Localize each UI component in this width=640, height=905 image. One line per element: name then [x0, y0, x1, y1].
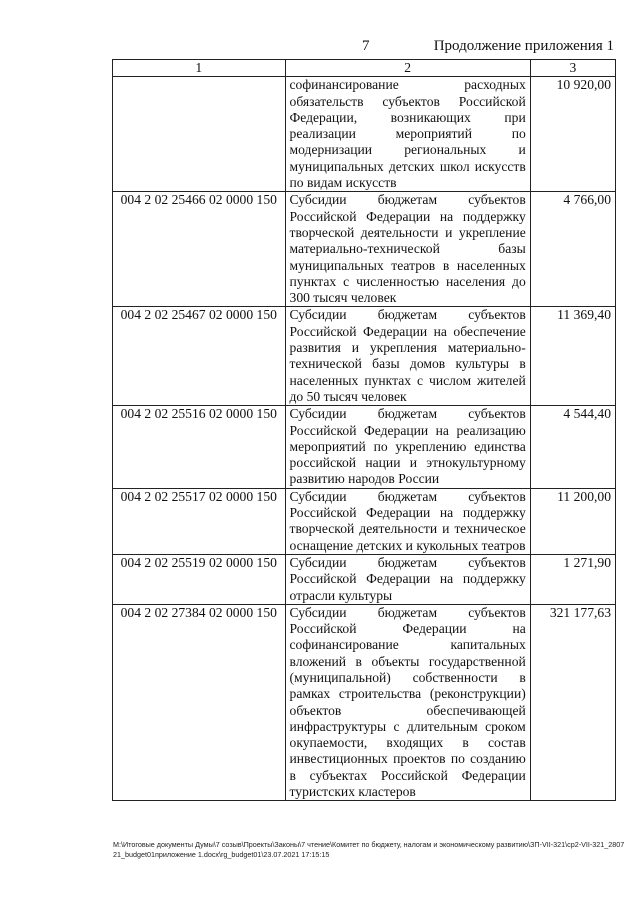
budget-code [113, 77, 286, 192]
budget-code: 004 2 02 25466 02 0000 150 [113, 192, 286, 307]
table-row [113, 604, 616, 801]
budget-code: 004 2 02 25519 02 0000 150 [113, 554, 286, 604]
item-name: Субсидии бюджетам субъектов Российской Федерации на поддержку творческой деятельности и техническое оснащение детских и кукольных театров [285, 488, 530, 554]
column-header: 1 [113, 60, 286, 77]
table-row [113, 488, 616, 554]
item-amount: 1 271,90 [530, 554, 615, 604]
item-amount: 4 766,00 [530, 192, 615, 307]
page-header [0, 38, 640, 58]
budget-code: 004 2 02 25516 02 0000 150 [113, 406, 286, 488]
item-amount: 10 920,00 [530, 77, 615, 192]
item-name: Субсидии бюджетам субъектов Российской Федерации на софинансирование капитальных вложений в объекты государственной (муниципальной) собственности в рамках строительства (реконструкции) объектов обеспечивающей инфраструктуры с длительным сроком окупаемости, входящих в состав инвестиционных проектов по созданию в субъектах Российской Федерации туристских кластеров [285, 604, 530, 801]
item-name: Субсидии бюджетам субъектов Российской Федерации на поддержку отрасли культуры [285, 554, 530, 604]
table-row [113, 307, 616, 406]
revenue-table [112, 59, 616, 801]
file-path-footer: M:\Итоговые документы Думы\7 созыв\Проекты\Законы\7 чтение\Комитет по бюджету, налогам и экономическому развитию\ЗП-VII-321\ср2-VII-321_280721_budget01приложение 1.docx\rg_budget01\23.07.2021 17:15:15 [113, 840, 625, 859]
table-row [113, 192, 616, 307]
item-name: Субсидии бюджетам субъектов Российской Федерации на реализацию мероприятий по укреплению единства российской нации и этнокультурному развитию народов России [285, 406, 530, 488]
table-header-row [113, 60, 616, 77]
table-row [113, 554, 616, 604]
column-header: 3 [530, 60, 615, 77]
item-amount: 11 200,00 [530, 488, 615, 554]
page-number: 7 [362, 38, 370, 54]
item-amount: 4 544,40 [530, 406, 615, 488]
table-row [113, 77, 616, 192]
item-name: Субсидии бюджетам субъектов Российской Федерации на поддержку творческой деятельности и укрепление материально-технической базы муниципальных театров в населенных пунктах с численностью населения до 300 тысяч человек [285, 192, 530, 307]
left-margin-mark [0, 0, 3, 905]
budget-code: 004 2 02 25517 02 0000 150 [113, 488, 286, 554]
item-name: софинансирование расходных обязательств субъектов Российской Федерации, возникающих при реализации мероприятий по модернизации региональных и муниципальных детских школ искусств по видам искусств [285, 77, 530, 192]
item-name: Субсидии бюджетам субъектов Российской Федерации на обеспечение развития и укрепления материально-технической базы домов культуры в населенных пунктах с числом жителей до 50 тысяч человек [285, 307, 530, 406]
item-amount: 11 369,40 [530, 307, 615, 406]
item-amount: 321 177,63 [530, 604, 615, 801]
continuation-label: Продолжение приложения 1 [433, 38, 614, 54]
budget-code: 004 2 02 27384 02 0000 150 [113, 604, 286, 801]
budget-code: 004 2 02 25467 02 0000 150 [113, 307, 286, 406]
table-row [113, 406, 616, 488]
column-header: 2 [285, 60, 530, 77]
